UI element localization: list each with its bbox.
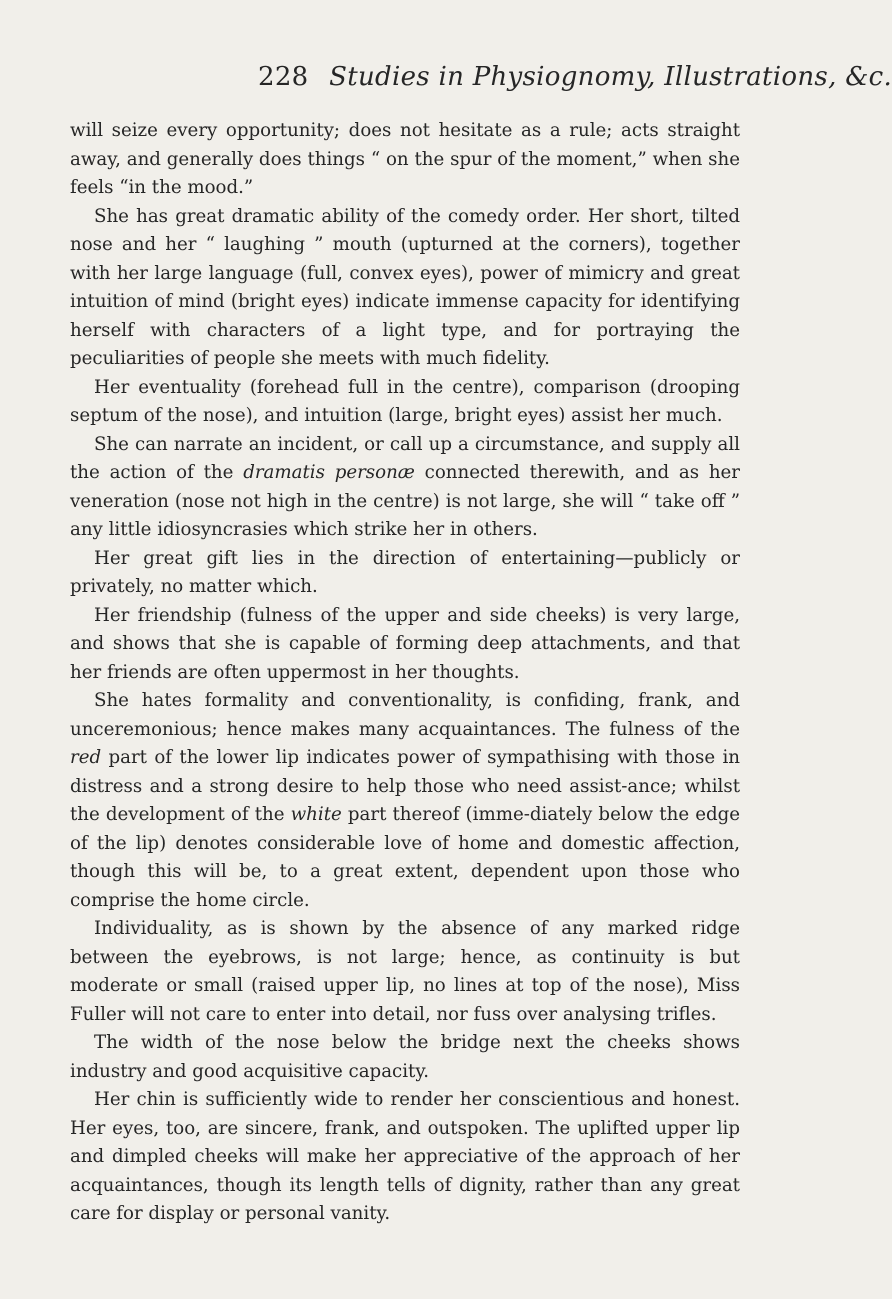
italic-phrase: red [70, 747, 102, 768]
paragraph [70, 374, 740, 431]
paragraph [70, 1086, 740, 1229]
paragraph [70, 1029, 740, 1086]
paragraph [70, 687, 740, 915]
text-run: She hates formality and conventionality, is confiding, frank, and unceremonious; hence makes many acquaintances. The fulness of the [70, 690, 740, 740]
text-run: Her eventuality (forehead full in the centre), comparison (drooping septum of the nose), and intuition (large, bright eyes) assist her much. [70, 376, 740, 426]
text-run: The width of the nose below the bridge next the cheeks shows industry and good acquisitive capacity. [70, 1032, 740, 1082]
text-run: She has great dramatic ability of the comedy order. Her short, tilted nose and her “ laughing ” mouth (upturned at the corners), together with her large language (full, convex eyes), power of mimicry and great intuition of mind (bright eyes) indicate immense capacity for identifying herself with characters of a light type, and for portraying the peculiarities of people she meets with much fidelity. [70, 205, 740, 369]
text-run: Her great gift lies in the direction of entertaining—publicly or privately, no matter which. [70, 547, 740, 597]
text-run: connected therewith, and as her veneration (nose not high in the centre) is not large, she will “ take off ” any little idiosyncrasies which strike her in others. [70, 462, 740, 540]
paragraph [70, 915, 740, 1029]
paragraph [70, 602, 740, 688]
body-text [70, 117, 740, 1229]
text-run: part thereof (imme-diately below the edge of the lip) denotes considerable love of home and domestic affection, though this will be, to a great extent, dependent upon those who comprise the home circle. [70, 804, 741, 911]
running-title: Studies in Physiognomy, Illustrations, &c. [329, 62, 892, 92]
text-run: Her friendship (fulness of the upper and side cheeks) is very large, and shows that she is capable of forming deep attachments, and that her friends are often uppermost in her thoughts. [70, 604, 740, 683]
italic-phrase: dramatis personæ [243, 462, 415, 483]
italic-phrase: white [290, 804, 342, 825]
paragraph [70, 545, 740, 602]
page-number: 228 [258, 62, 309, 92]
paragraph [70, 203, 740, 374]
paragraph [70, 117, 740, 203]
paragraph [70, 431, 740, 545]
text-run: will seize every opportunity; does not hesitate as a rule; acts straight away, and generally does things “ on the spur of the moment,” when she feels “in the mood.” [70, 120, 740, 198]
text-run: Her chin is sufficiently wide to render her conscientious and honest. Her eyes, too, are sincere, frank, and outspoken. The uplifted upper lip and dimpled cheeks will make her appreciative of the approach of her acquaintances, though its length tells of dignity, rather than any great care for display or personal vanity. [70, 1089, 740, 1224]
text-run: She can narrate an incident, or call up a circumstance, and supply all the action of the [70, 433, 740, 483]
running-head [258, 62, 892, 92]
text-run: Individuality, as is shown by the absence of any marked ridge between the eyebrows, is not large; hence, as continuity is but moderate or small (raised upper lip, no lines at top of the nose), Miss Fuller will not care to enter into detail, nor fuss over analysing trifles. [70, 918, 740, 1025]
text-run: part of the lower lip indicates power of sympathising with those in distress and a strong desire to help those who need assist-ance; whilst the development of the [70, 747, 740, 825]
